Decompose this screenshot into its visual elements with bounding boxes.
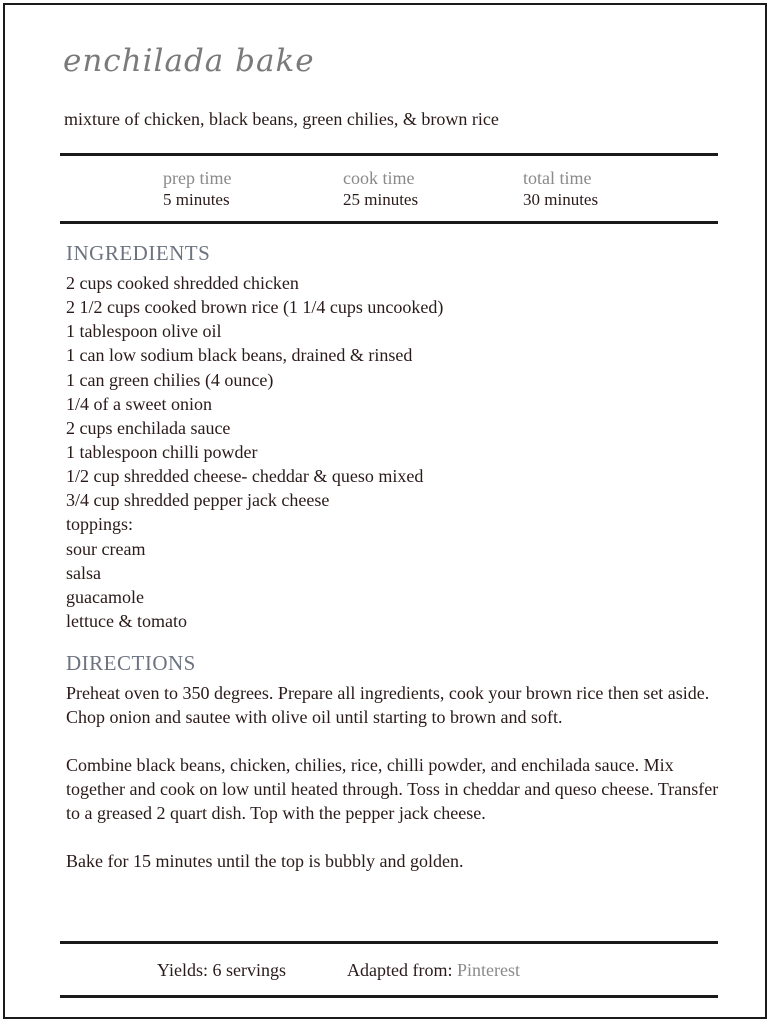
ingredient-item: 1/4 of a sweet onion [66, 393, 212, 414]
directions-body [66, 681, 726, 897]
ingredient-item: 1 tablespoon chilli powder [66, 441, 258, 462]
directions-heading: DIRECTIONS [66, 651, 196, 675]
ingredient-item: 2 cups enchilada sauce [66, 417, 231, 438]
divider-footer [60, 995, 718, 998]
cook-time-value: 25 minutes [343, 190, 419, 209]
ingredient-item: 3/4 cup shredded pepper jack cheese [66, 490, 330, 511]
total-time [523, 167, 598, 211]
cook-time-label: cook time [343, 168, 415, 188]
divider-times [60, 221, 718, 224]
ingredient-item: 2 cups cooked shredded chicken [66, 273, 299, 293]
direction-step: Combine black beans, chicken, chilies, rice, chilli powder, and enchilada sauce. Mix together and cook on low until heated through. Toss in cheddar and queso cheese. Transfer to a greased 2 quart dish. Top with the pepper jack cheese. [66, 755, 719, 823]
prep-time-value: 5 minutes [163, 190, 230, 209]
ingredient-item: guacamole [66, 586, 144, 607]
cook-time [343, 167, 418, 211]
direction-step: Bake for 15 minutes until the top is bubbly and golden. [66, 851, 464, 871]
ingredient-item: sour cream [66, 538, 146, 559]
ingredients-heading: INGREDIENTS [66, 241, 211, 265]
ingredient-item: toppings: [66, 514, 134, 535]
ingredient-item: lettuce & tomato [66, 610, 187, 631]
recipe-title: enchilada bake [63, 43, 315, 79]
adapted-from-label: Adapted from: [347, 960, 453, 980]
direction-step: Preheat oven to 350 degrees. Prepare all ingredients, cook your brown rice then set aside. Chop onion and sautee with olive oil until starting to brown and soft. [66, 683, 710, 727]
adapted-from-link[interactable]: Pinterest [456, 960, 520, 980]
yields-text: Yields: 6 servings [157, 960, 286, 980]
divider-bottom [60, 941, 718, 944]
total-time-value: 30 minutes [523, 190, 599, 209]
ingredient-item: 1 can green chilies (4 ounce) [66, 369, 274, 390]
recipe-card [3, 3, 767, 1019]
ingredient-item: 1/2 cup shredded cheese- cheddar & queso mixed [66, 466, 424, 487]
ingredient-item: 2 1/2 cups cooked brown rice (1 1/4 cups uncooked) [66, 297, 444, 318]
ingredient-item: 1 can low sodium black beans, drained & rinsed [66, 345, 413, 366]
ingredients-list [66, 271, 443, 633]
divider-top [60, 153, 718, 156]
recipe-subtitle: mixture of chicken, black beans, green chilies, & brown rice [64, 109, 499, 129]
total-time-label: total time [523, 168, 592, 188]
prep-time [163, 167, 231, 211]
ingredient-item: salsa [66, 562, 101, 583]
prep-time-label: prep time [163, 168, 232, 188]
ingredient-item: 1 tablespoon olive oil [66, 321, 222, 342]
adapted-from [347, 960, 520, 981]
